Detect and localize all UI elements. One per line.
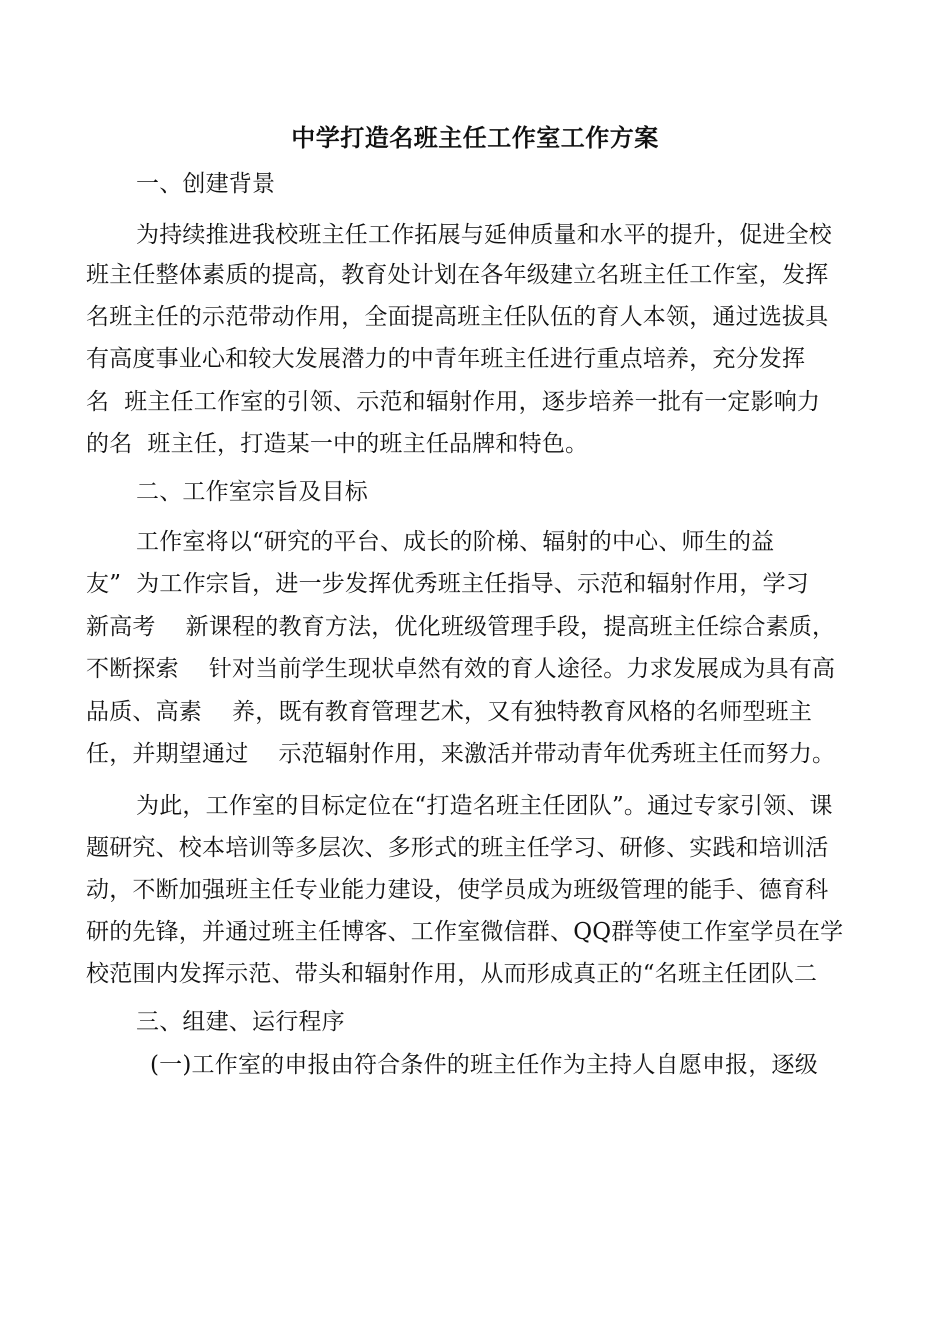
paragraph-line: 研的先锋，并通过班主任博客、工作室微信群、QQ群等使工作室学员在学	[86, 919, 844, 945]
paragraph-line: 友” 为工作宗旨，进一步发挥优秀班主任指导、示范和辐射作用，学习	[86, 571, 809, 597]
paragraph-line: 不断探索 针对当前学生现状卓然有效的育人途径。力求发展成为具有高	[86, 656, 836, 682]
paragraph-line: 动，不断加强班主任专业能力建设，使学员成为班级管理的能手、德育科	[86, 877, 829, 903]
document-title: 中学打造名班主任工作室工作方案	[291, 123, 659, 152]
paragraph-line: 校范围内发挥示范、带头和辐射作用，从而形成真正的“名班主任团队二	[86, 961, 818, 987]
section-heading-purpose: 二、工作室宗旨及目标	[136, 479, 368, 505]
section-heading-procedure: 三、组建、运行程序	[136, 1009, 345, 1035]
paragraph-line: 名 班主任工作室的引领、示范和辐射作用，逐步培养一批有一定影响力	[86, 389, 821, 415]
section-heading-background: 一、创建背景	[136, 171, 276, 197]
paragraph-line: 任，并期望通过 示范辐射作用，来激活并带动青年优秀班主任而努力。	[86, 741, 836, 767]
paragraph-line: 新高考 新课程的教育方法，优化班级管理手段，提高班主任综合素质，	[86, 614, 836, 640]
paragraph-line: 名班主任的示范带动作用，全面提高班主任队伍的育人本领，通过选拔具	[86, 304, 829, 330]
paragraph-line: 为此，工作室的目标定位在“打造名班主任团队”。通过专家引领、课	[136, 793, 833, 819]
paragraph-line: 有高度事业心和较大发展潜力的中青年班主任进行重点培养，充分发挥	[86, 346, 806, 372]
paragraph-line: 班主任整体素质的提高，教育处计划在各年级建立名班主任工作室，发挥	[86, 262, 829, 288]
paragraph-line: 品质、高素 养，既有教育管理艺术，又有独特教育风格的名师型班主	[86, 699, 813, 725]
paragraph-line: 题研究、校本培训等多层次、多形式的班主任学习、研修、实践和培训活	[86, 835, 829, 861]
paragraph-line: 为持续推进我校班主任工作拓展与延伸质量和水平的提升，促进全校	[136, 222, 832, 248]
paragraph-line: (一)工作室的申报由符合条件的班主任作为主持人自愿申报，逐级	[150, 1052, 818, 1078]
paragraph-line: 工作室将以“研究的平台、成长的阶梯、辐射的中心、师生的益	[136, 529, 775, 555]
paragraph-line: 的名 班主任，打造某一中的班主任品牌和特色。	[86, 431, 589, 457]
